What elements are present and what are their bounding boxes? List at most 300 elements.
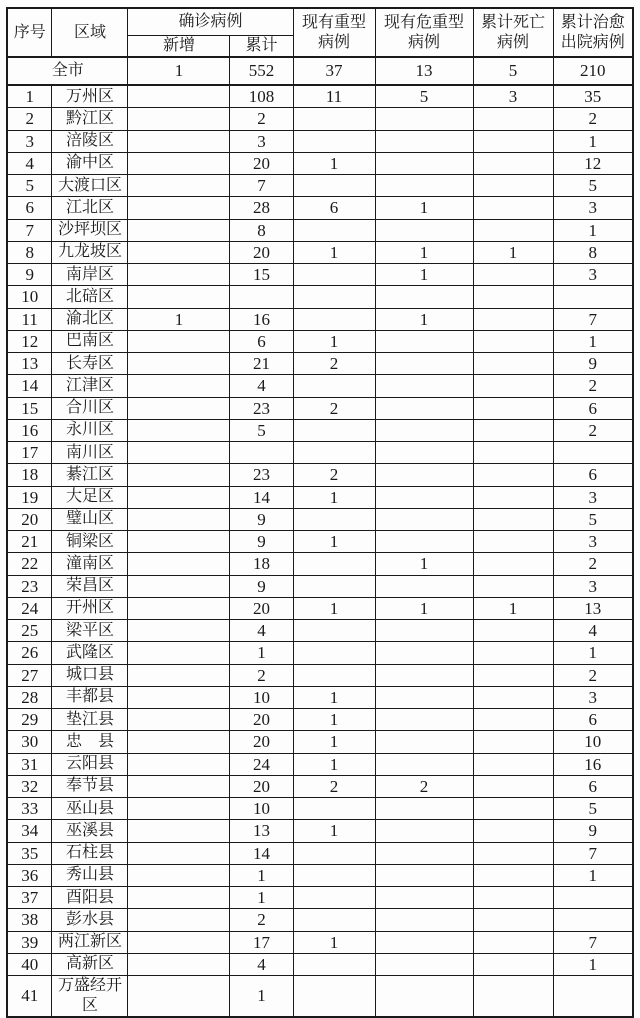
cell-cumulative: 8 (230, 219, 293, 241)
table-row (7, 308, 633, 330)
cell-cured: 6 (553, 464, 633, 486)
cell-critical (375, 931, 473, 953)
cell-region: 涪陵区 (52, 130, 128, 152)
cell-index: 36 (7, 864, 52, 886)
cell-new (128, 842, 230, 864)
cell-cumulative: 20 (230, 709, 293, 731)
cell-cured: 16 (553, 753, 633, 775)
cell-index: 8 (7, 241, 52, 263)
cell-severe: 1 (293, 931, 375, 953)
table-row (7, 909, 633, 931)
cell-critical (375, 731, 473, 753)
cell-deaths (473, 286, 553, 308)
cell-deaths (473, 419, 553, 441)
cell-region: 万州区 (52, 85, 128, 108)
cell-new (128, 931, 230, 953)
cell-critical (375, 887, 473, 909)
cell-cumulative: 28 (230, 197, 293, 219)
cell-critical (375, 108, 473, 130)
cell-new (128, 798, 230, 820)
cell-cumulative: 20 (230, 597, 293, 619)
cell-deaths (473, 642, 553, 664)
cell-index: 10 (7, 286, 52, 308)
cell-severe: 1 (293, 486, 375, 508)
table-row (7, 108, 633, 130)
cell-region: 巫山县 (52, 798, 128, 820)
table-row (7, 864, 633, 886)
cell-severe: 11 (293, 85, 375, 108)
cell-index: 29 (7, 709, 52, 731)
cell-cured: 3 (553, 264, 633, 286)
cell-severe: 1 (293, 753, 375, 775)
cell-index: 18 (7, 464, 52, 486)
cell-region: 九龙坡区 (52, 241, 128, 263)
cell-cured: 2 (553, 664, 633, 686)
cell-severe: 1 (293, 820, 375, 842)
table-row (7, 798, 633, 820)
total-region-label: 全市 (7, 57, 128, 85)
cell-severe: 1 (293, 709, 375, 731)
cell-region: 大足区 (52, 486, 128, 508)
cell-index: 9 (7, 264, 52, 286)
total-critical: 13 (375, 57, 473, 85)
cell-deaths (473, 753, 553, 775)
cell-region: 南岸区 (52, 264, 128, 286)
cell-cured: 1 (553, 219, 633, 241)
cell-region: 武隆区 (52, 642, 128, 664)
cell-new (128, 709, 230, 731)
cell-severe (293, 175, 375, 197)
table-row (7, 330, 633, 352)
cell-region: 两江新区 (52, 931, 128, 953)
table-row (7, 642, 633, 664)
cell-deaths (473, 887, 553, 909)
cell-severe (293, 842, 375, 864)
cell-new (128, 486, 230, 508)
cell-new (128, 531, 230, 553)
cell-index: 16 (7, 419, 52, 441)
cell-severe: 1 (293, 330, 375, 352)
cell-new (128, 85, 230, 108)
cell-new (128, 575, 230, 597)
cell-severe (293, 620, 375, 642)
cell-cumulative: 2 (230, 108, 293, 130)
cell-severe (293, 953, 375, 975)
table-header (7, 8, 633, 57)
cell-new (128, 442, 230, 464)
cell-new (128, 108, 230, 130)
table-body (7, 57, 633, 1017)
table-row (7, 842, 633, 864)
cell-critical (375, 709, 473, 731)
table-row (7, 931, 633, 953)
covid-statistics-table (6, 7, 634, 1018)
cell-critical (375, 152, 473, 174)
table-row (7, 753, 633, 775)
table-row (7, 197, 633, 219)
cell-severe: 6 (293, 197, 375, 219)
cell-deaths (473, 308, 553, 330)
cell-critical (375, 753, 473, 775)
table-row (7, 397, 633, 419)
cell-region: 万盛经开区 (52, 976, 128, 1018)
cell-critical: 5 (375, 85, 473, 108)
cell-cured: 6 (553, 397, 633, 419)
cell-deaths (473, 508, 553, 530)
cell-critical (375, 686, 473, 708)
cell-region: 荣昌区 (52, 575, 128, 597)
cell-deaths (473, 775, 553, 797)
cell-cumulative: 14 (230, 486, 293, 508)
table-row (7, 130, 633, 152)
cell-cured: 1 (553, 130, 633, 152)
table-row (7, 464, 633, 486)
cell-cured: 7 (553, 931, 633, 953)
cell-cumulative: 7 (230, 175, 293, 197)
cell-new (128, 753, 230, 775)
cell-region: 秀山县 (52, 864, 128, 886)
cell-new (128, 820, 230, 842)
cell-region: 城口县 (52, 664, 128, 686)
table-row (7, 353, 633, 375)
cell-new (128, 909, 230, 931)
cell-cumulative: 2 (230, 664, 293, 686)
cell-severe (293, 442, 375, 464)
cell-critical (375, 864, 473, 886)
cell-severe (293, 642, 375, 664)
cell-region: 璧山区 (52, 508, 128, 530)
table-row (7, 175, 633, 197)
header-confirmed-group: 确诊病例 (128, 8, 293, 35)
cell-critical: 1 (375, 597, 473, 619)
cell-cured: 7 (553, 308, 633, 330)
cell-cured: 3 (553, 197, 633, 219)
cell-region: 大渡口区 (52, 175, 128, 197)
cell-critical (375, 909, 473, 931)
cell-index: 19 (7, 486, 52, 508)
cell-index: 11 (7, 308, 52, 330)
cell-cured: 10 (553, 731, 633, 753)
cell-deaths (473, 931, 553, 953)
cell-region: 潼南区 (52, 553, 128, 575)
cell-critical (375, 330, 473, 352)
cell-index: 23 (7, 575, 52, 597)
cell-region: 高新区 (52, 953, 128, 975)
cell-index: 40 (7, 953, 52, 975)
total-new: 1 (128, 57, 230, 85)
cell-deaths (473, 864, 553, 886)
cell-index: 4 (7, 152, 52, 174)
cell-index: 34 (7, 820, 52, 842)
table-row (7, 709, 633, 731)
cell-cured: 9 (553, 353, 633, 375)
cell-region: 巫溪县 (52, 820, 128, 842)
cell-cured: 9 (553, 820, 633, 842)
cell-cumulative: 4 (230, 375, 293, 397)
cell-deaths (473, 397, 553, 419)
cell-cured: 2 (553, 108, 633, 130)
cell-index: 12 (7, 330, 52, 352)
cell-severe (293, 264, 375, 286)
cell-severe: 1 (293, 241, 375, 263)
cell-severe (293, 375, 375, 397)
table-row (7, 664, 633, 686)
cell-critical: 1 (375, 264, 473, 286)
cell-cured (553, 442, 633, 464)
cell-new (128, 887, 230, 909)
cell-cured: 1 (553, 642, 633, 664)
cell-new (128, 286, 230, 308)
table-row (7, 531, 633, 553)
cell-new (128, 664, 230, 686)
table-row (7, 553, 633, 575)
cell-deaths (473, 219, 553, 241)
cell-cured: 7 (553, 842, 633, 864)
total-cured: 210 (553, 57, 633, 85)
cell-cured: 4 (553, 620, 633, 642)
cell-cured: 1 (553, 864, 633, 886)
cell-new (128, 508, 230, 530)
cell-index: 25 (7, 620, 52, 642)
cell-deaths (473, 575, 553, 597)
cell-index: 5 (7, 175, 52, 197)
cell-cured: 3 (553, 575, 633, 597)
cell-critical (375, 953, 473, 975)
cell-deaths: 1 (473, 241, 553, 263)
cell-critical: 1 (375, 308, 473, 330)
cell-index: 13 (7, 353, 52, 375)
cell-cured: 1 (553, 330, 633, 352)
cell-new (128, 175, 230, 197)
cell-cumulative: 17 (230, 931, 293, 953)
cell-cured: 2 (553, 375, 633, 397)
cell-severe: 2 (293, 775, 375, 797)
cell-severe (293, 130, 375, 152)
cell-critical (375, 130, 473, 152)
cell-deaths (473, 330, 553, 352)
cell-cured: 3 (553, 486, 633, 508)
cell-region: 永川区 (52, 419, 128, 441)
header-region: 区域 (52, 8, 128, 57)
cell-deaths (473, 620, 553, 642)
table-row (7, 442, 633, 464)
cell-severe: 2 (293, 397, 375, 419)
cell-critical (375, 620, 473, 642)
cell-index: 24 (7, 597, 52, 619)
cell-cumulative: 20 (230, 241, 293, 263)
cell-deaths (473, 264, 553, 286)
cell-cumulative: 14 (230, 842, 293, 864)
cell-deaths (473, 553, 553, 575)
table-row (7, 597, 633, 619)
cell-cumulative: 4 (230, 953, 293, 975)
cell-index: 22 (7, 553, 52, 575)
cell-new (128, 775, 230, 797)
cell-deaths (473, 353, 553, 375)
cell-critical (375, 664, 473, 686)
cell-severe (293, 664, 375, 686)
cell-critical: 1 (375, 241, 473, 263)
cell-critical (375, 575, 473, 597)
table-row (7, 508, 633, 530)
cell-severe (293, 219, 375, 241)
cell-index: 26 (7, 642, 52, 664)
cell-cumulative: 1 (230, 976, 293, 1018)
table-row (7, 85, 633, 108)
cell-critical (375, 286, 473, 308)
cell-severe (293, 887, 375, 909)
cell-region: 北碚区 (52, 286, 128, 308)
cell-cured: 5 (553, 508, 633, 530)
cell-cumulative: 13 (230, 820, 293, 842)
cell-region: 开州区 (52, 597, 128, 619)
cell-deaths (473, 731, 553, 753)
cell-severe: 1 (293, 597, 375, 619)
cell-new (128, 152, 230, 174)
table-row (7, 953, 633, 975)
cell-region: 忠 县 (52, 731, 128, 753)
cell-index: 7 (7, 219, 52, 241)
cell-deaths (473, 686, 553, 708)
cell-deaths (473, 175, 553, 197)
cell-cumulative: 1 (230, 887, 293, 909)
total-cumulative: 552 (230, 57, 293, 85)
table-row (7, 775, 633, 797)
cell-severe (293, 909, 375, 931)
cell-index: 14 (7, 375, 52, 397)
cell-severe: 2 (293, 464, 375, 486)
cell-cumulative: 4 (230, 620, 293, 642)
cell-new (128, 197, 230, 219)
cell-deaths (473, 464, 553, 486)
cell-deaths: 1 (473, 597, 553, 619)
table-row (7, 264, 633, 286)
cell-new (128, 419, 230, 441)
cell-index: 32 (7, 775, 52, 797)
cell-cumulative: 15 (230, 264, 293, 286)
cell-deaths (473, 130, 553, 152)
cell-region: 沙坪坝区 (52, 219, 128, 241)
cell-severe (293, 286, 375, 308)
cell-cumulative (230, 442, 293, 464)
cell-region: 梁平区 (52, 620, 128, 642)
cell-cumulative: 3 (230, 130, 293, 152)
cell-index: 35 (7, 842, 52, 864)
cell-cumulative: 23 (230, 397, 293, 419)
cell-region: 石柱县 (52, 842, 128, 864)
cell-severe: 1 (293, 731, 375, 753)
header-index: 序号 (7, 8, 52, 57)
cell-critical (375, 419, 473, 441)
cell-deaths (473, 709, 553, 731)
cell-region: 南川区 (52, 442, 128, 464)
table-row (7, 241, 633, 263)
cell-cured: 5 (553, 798, 633, 820)
cell-region: 酉阳县 (52, 887, 128, 909)
cell-index: 2 (7, 108, 52, 130)
cell-cumulative: 9 (230, 508, 293, 530)
cell-critical (375, 175, 473, 197)
cell-critical (375, 464, 473, 486)
cell-critical (375, 508, 473, 530)
cell-critical (375, 798, 473, 820)
cell-severe (293, 419, 375, 441)
cell-severe (293, 508, 375, 530)
cell-cured: 3 (553, 686, 633, 708)
cell-new (128, 464, 230, 486)
table-row (7, 731, 633, 753)
cell-region: 奉节县 (52, 775, 128, 797)
table-row (7, 976, 633, 1018)
cell-index: 21 (7, 531, 52, 553)
cell-critical: 2 (375, 775, 473, 797)
cell-critical (375, 842, 473, 864)
cell-index: 38 (7, 909, 52, 931)
cell-new (128, 330, 230, 352)
cell-index: 20 (7, 508, 52, 530)
cell-critical (375, 397, 473, 419)
cell-cured: 35 (553, 85, 633, 108)
cell-index: 15 (7, 397, 52, 419)
cell-new (128, 353, 230, 375)
cell-cumulative: 108 (230, 85, 293, 108)
cell-cumulative: 10 (230, 686, 293, 708)
cell-cumulative: 2 (230, 909, 293, 931)
cell-deaths (473, 798, 553, 820)
cell-cured: 8 (553, 241, 633, 263)
cell-cumulative: 16 (230, 308, 293, 330)
cell-deaths (473, 108, 553, 130)
cell-cumulative: 9 (230, 575, 293, 597)
cell-cured: 12 (553, 152, 633, 174)
cell-new (128, 241, 230, 263)
table-row (7, 375, 633, 397)
cell-critical (375, 375, 473, 397)
cell-new (128, 731, 230, 753)
cell-deaths (473, 197, 553, 219)
cell-index: 37 (7, 887, 52, 909)
cell-critical (375, 219, 473, 241)
cell-cured (553, 286, 633, 308)
table-row (7, 419, 633, 441)
header-severe: 现有重型病例 (293, 8, 375, 57)
cell-severe (293, 553, 375, 575)
cell-cured (553, 976, 633, 1018)
table-row (7, 575, 633, 597)
cell-cured: 13 (553, 597, 633, 619)
cell-deaths (473, 152, 553, 174)
total-row (7, 57, 633, 85)
cell-cumulative: 20 (230, 775, 293, 797)
cell-new (128, 620, 230, 642)
cell-region: 垫江县 (52, 709, 128, 731)
cell-cured: 3 (553, 531, 633, 553)
cell-region: 渝北区 (52, 308, 128, 330)
cell-cumulative: 24 (230, 753, 293, 775)
cell-severe (293, 575, 375, 597)
cell-cumulative: 1 (230, 642, 293, 664)
cell-new (128, 976, 230, 1018)
table-row (7, 286, 633, 308)
cell-region: 巴南区 (52, 330, 128, 352)
header-critical: 现有危重型病例 (375, 8, 473, 57)
cell-cumulative (230, 286, 293, 308)
cell-critical (375, 442, 473, 464)
cell-new (128, 375, 230, 397)
cell-deaths: 3 (473, 85, 553, 108)
cell-region: 长寿区 (52, 353, 128, 375)
cell-region: 云阳县 (52, 753, 128, 775)
